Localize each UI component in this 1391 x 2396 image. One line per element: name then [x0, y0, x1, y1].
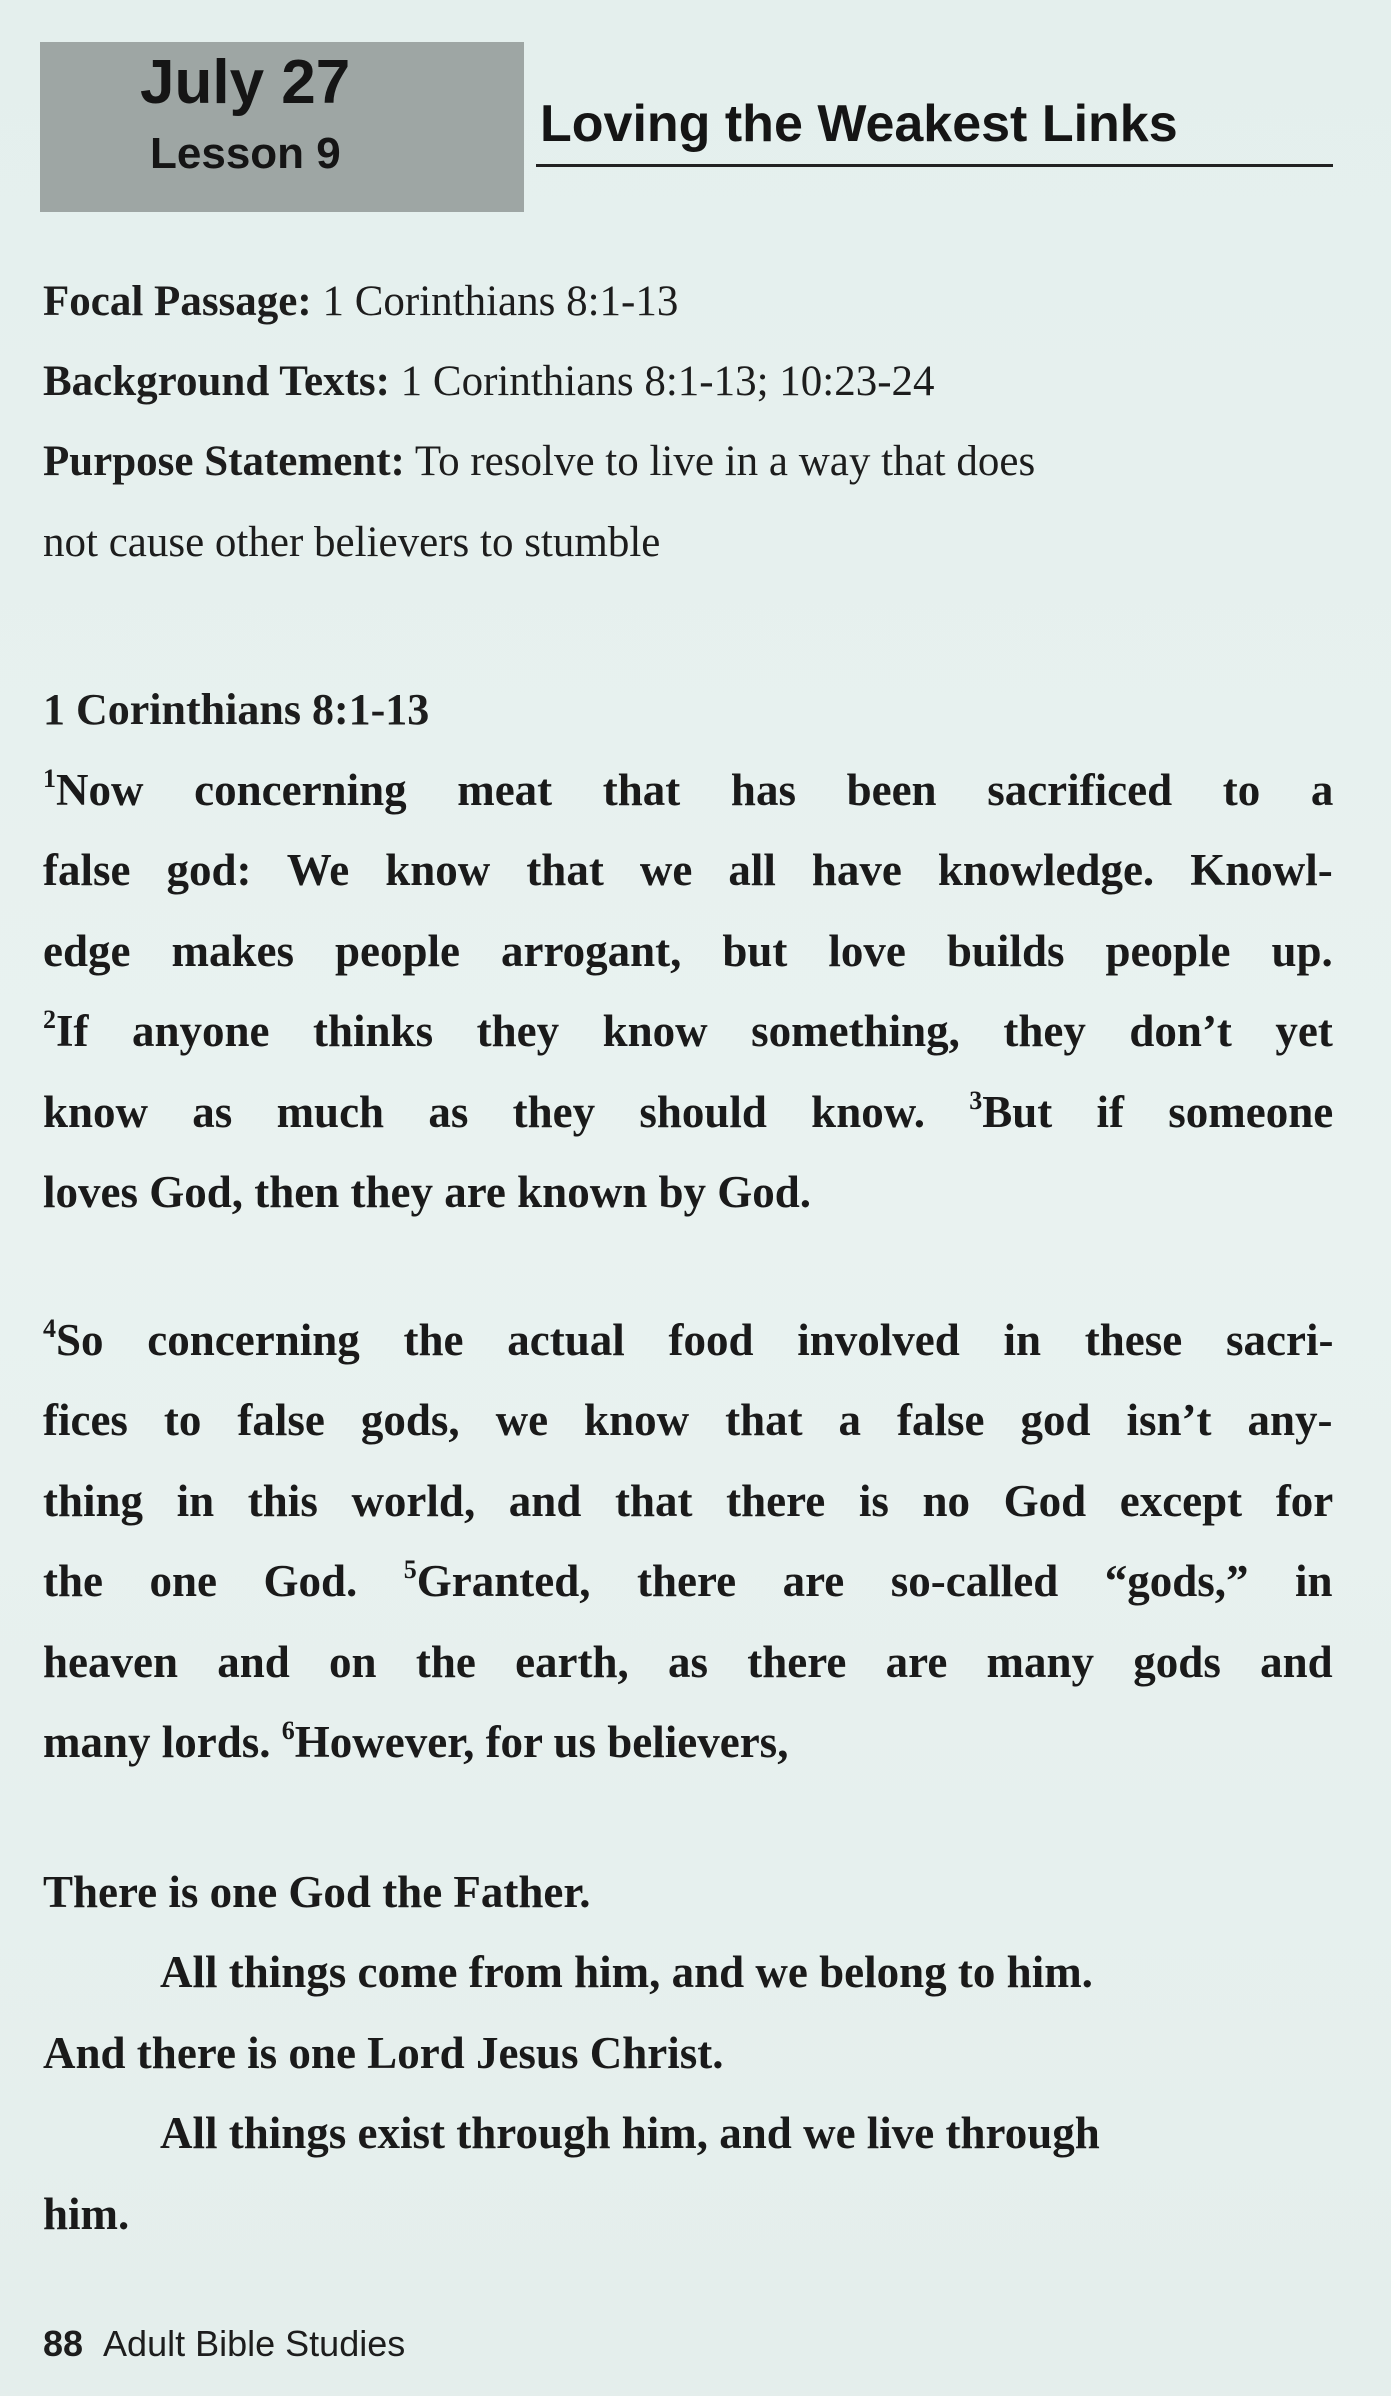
poem-line: And there is one Lord Jesus Christ. [43, 2028, 724, 2078]
verse-text: know as much as they should know. [43, 1087, 970, 1137]
verse-line [43, 1555, 1333, 1606]
focal-passage-value: 1 Corinthians 8:1-13 [322, 278, 679, 325]
verse-line [43, 1395, 1333, 1445]
verse-number: 2 [43, 1005, 56, 1034]
verse-number: 1 [43, 764, 56, 793]
verse-line [43, 1637, 1333, 1687]
verse-text: But if someone [982, 1087, 1334, 1137]
verse-line [43, 764, 1334, 815]
poem-line: All things come from him, and we belong to him. [160, 1947, 1093, 1997]
background-texts-label: Background Texts: [43, 358, 390, 405]
page-footer [43, 2323, 406, 2364]
background-texts [43, 357, 935, 407]
lesson-number: Lesson 9 [150, 129, 341, 178]
verse-text: heaven and on the earth, as there are many gods and [43, 1637, 1333, 1687]
focal-passage-label: Focal Passage: [43, 278, 312, 325]
title-underline [536, 164, 1333, 167]
verse-line [43, 1086, 1334, 1137]
verse-text: So concerning the actual food involved in these sacri- [56, 1315, 1334, 1365]
scripture-heading: 1 Corinthians 8:1-13 [43, 685, 430, 734]
verse-line [43, 926, 1333, 976]
focal-passage [43, 277, 678, 327]
verse-line [43, 1476, 1334, 1526]
verse-line [43, 1716, 789, 1767]
verse-text: loves God, then they are known by God. [43, 1167, 812, 1217]
purpose-statement-line1: To resolve to live in a way that does [414, 438, 1036, 485]
verse-text: thing in this world, and that there is no God except for [43, 1476, 1334, 1526]
purpose-statement-label: Purpose Statement: [43, 438, 405, 485]
verse-text: edge makes people arrogant, but love builds people up. [43, 926, 1333, 976]
background-texts-value: 1 Corinthians 8:1-13; 10:23-24 [400, 358, 935, 405]
lesson-date: July 27 [140, 48, 351, 117]
purpose-statement [43, 437, 1035, 487]
verse-text: many lords. [43, 1717, 282, 1767]
verse-number: 3 [969, 1086, 983, 1115]
verse-text: Granted, there are so-called “gods,” in [416, 1556, 1333, 1606]
purpose-statement-line2: not cause other believers to stumble [43, 519, 661, 566]
verse-number: 4 [43, 1314, 56, 1343]
verse-text: Now concerning meat that has been sacrificed to a [56, 765, 1334, 815]
verse-text: fices to false gods, we know that a false god isn’t any- [43, 1395, 1333, 1445]
poem-line: There is one God the Father. [43, 1867, 591, 1917]
verse-text: false god: We know that we all have knowledge. Knowl- [43, 845, 1333, 895]
page-number: 88 [43, 2323, 84, 2364]
lesson-title: Loving the Weakest Links [540, 95, 1178, 153]
lesson-date-box [40, 42, 524, 212]
verse-line [43, 1314, 1334, 1365]
verse-line [43, 1005, 1333, 1056]
purpose-statement-continued [43, 518, 660, 568]
verse-number: 5 [403, 1555, 417, 1584]
verse-text: the one God. [43, 1556, 404, 1606]
verse-line [43, 845, 1333, 895]
poem-line: him. [43, 2189, 130, 2239]
verse-text: If anyone thinks they know something, they don’t yet [56, 1006, 1333, 1056]
verse-line [43, 1167, 812, 1217]
verse-number: 6 [281, 1716, 295, 1745]
publication-name: Adult Bible Studies [103, 2323, 406, 2364]
verse-text: However, for us believers, [294, 1717, 789, 1767]
poem-line: All things exist through him, and we live through [160, 2108, 1100, 2158]
